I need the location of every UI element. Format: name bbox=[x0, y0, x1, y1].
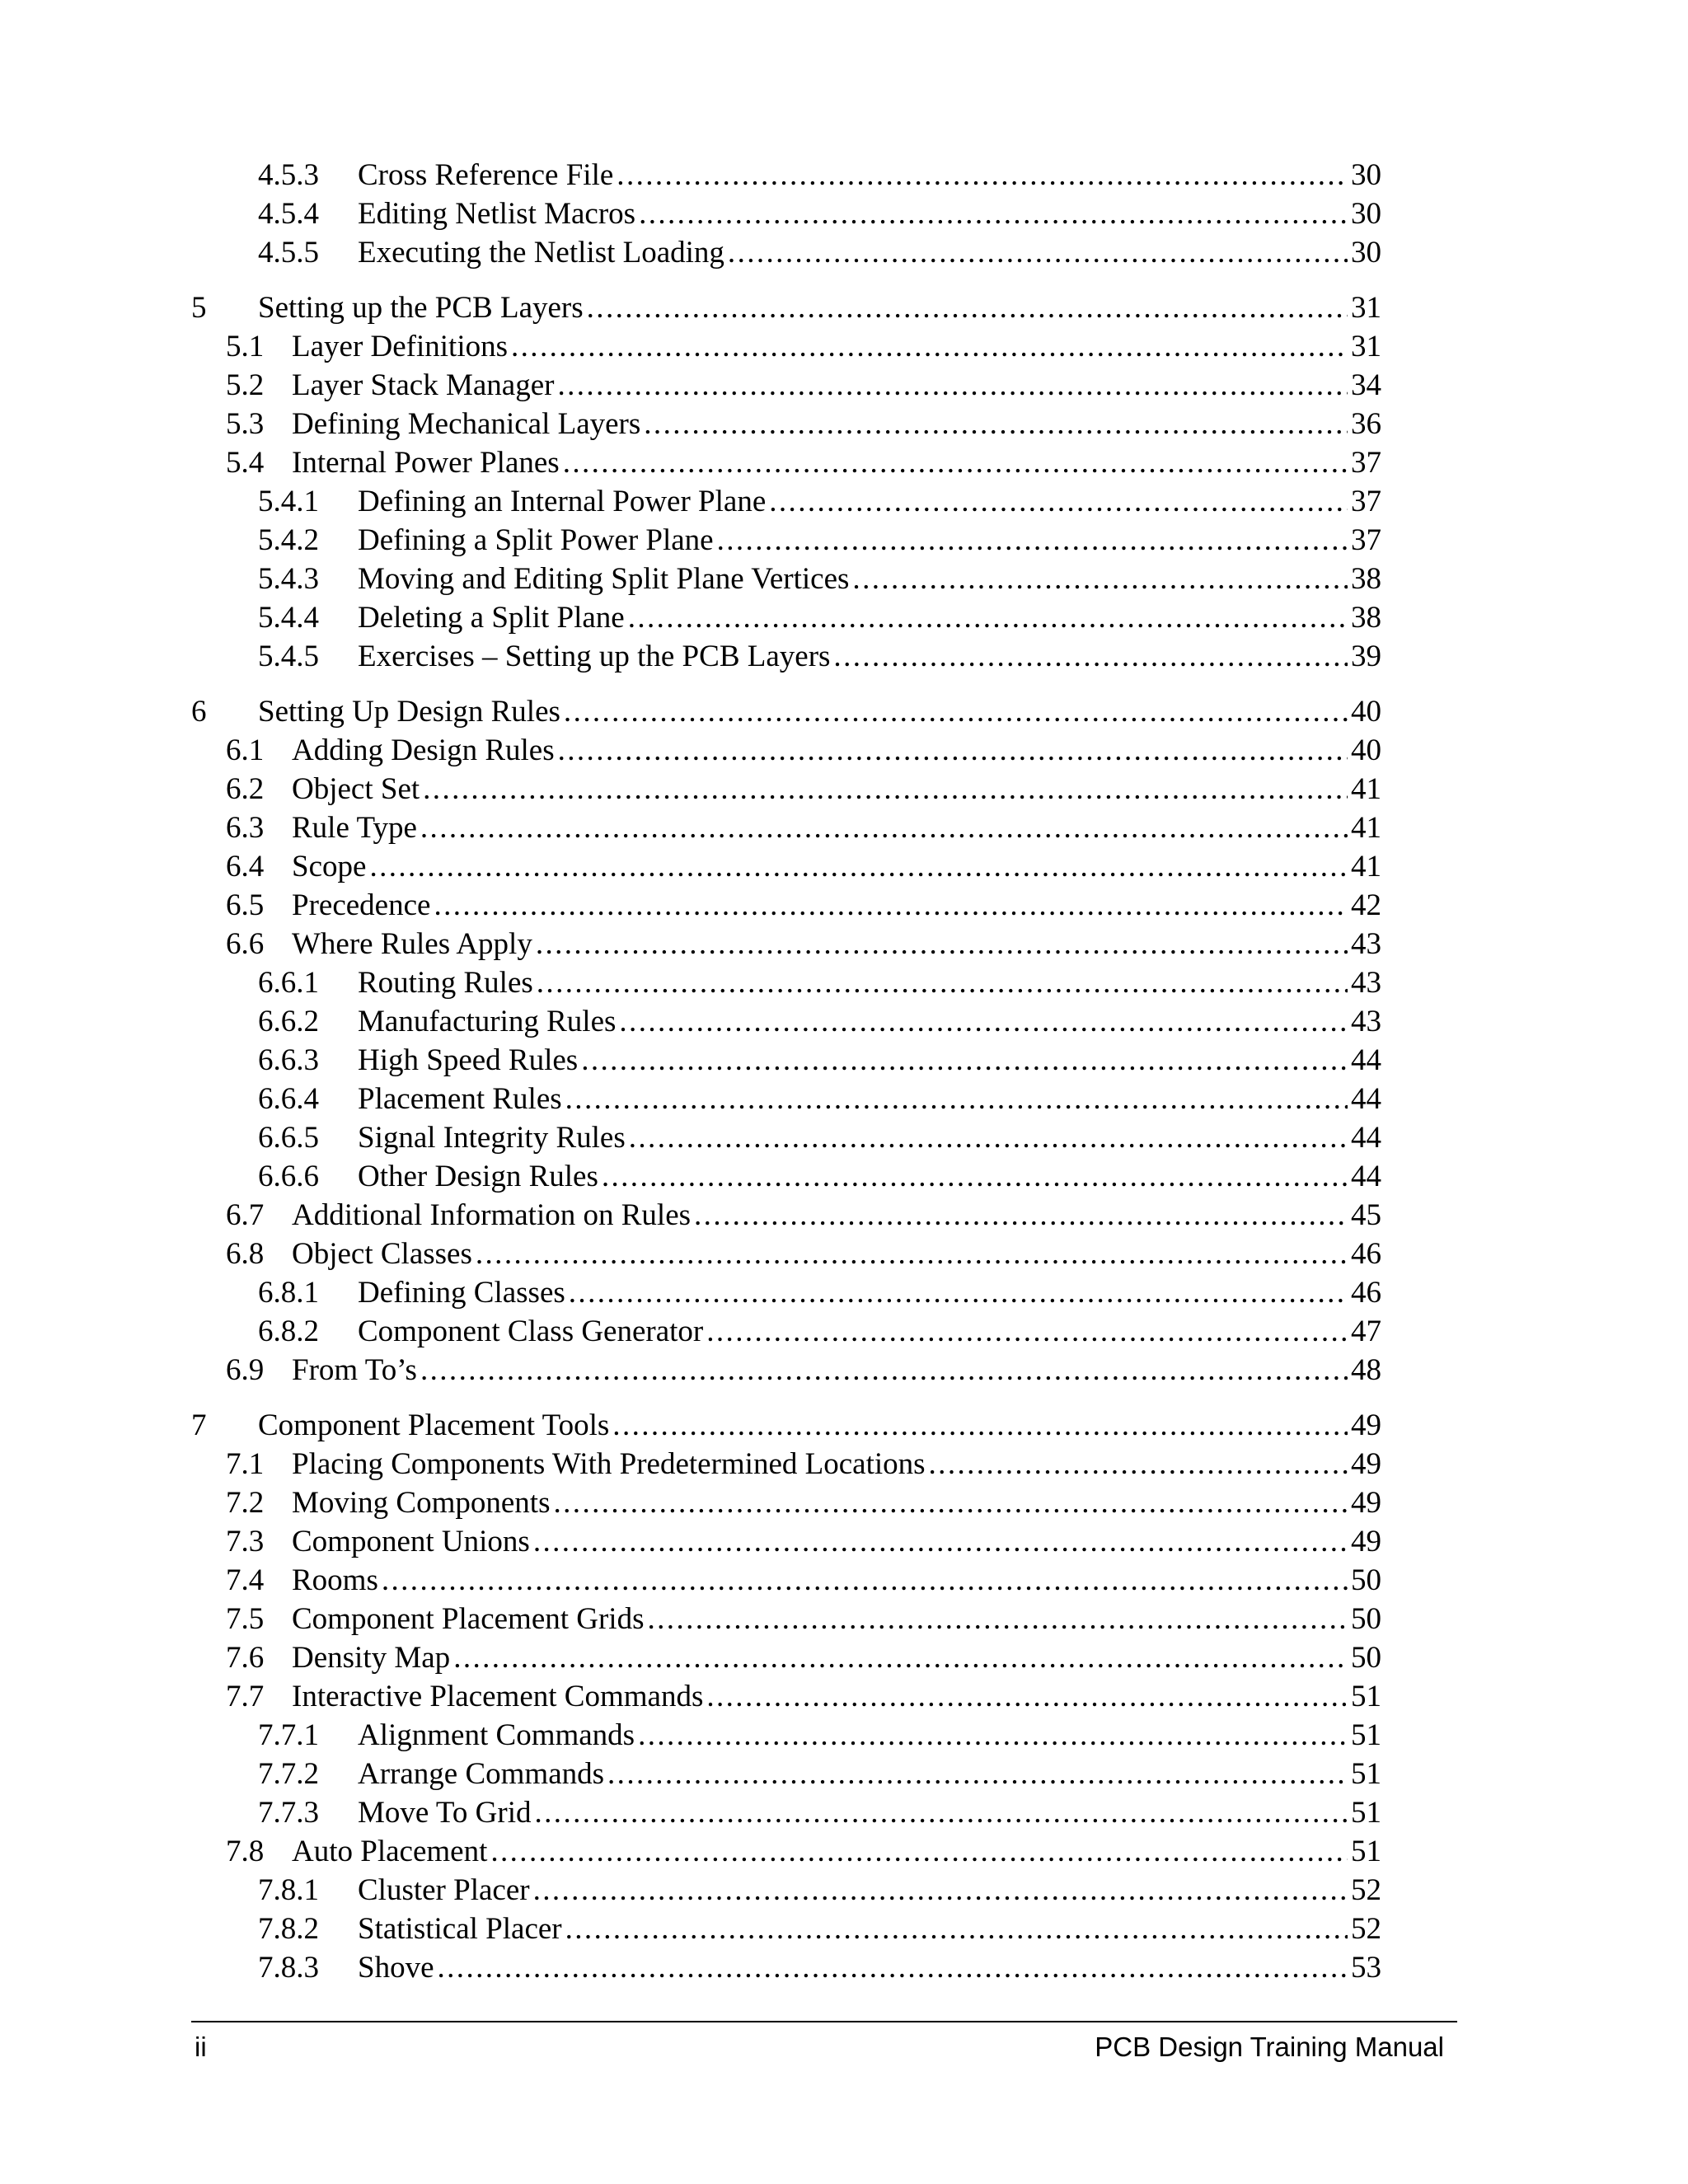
toc-entry-page: 49 bbox=[1351, 1486, 1381, 1520]
toc-entry-number: 7.8.3 bbox=[258, 1951, 319, 1985]
toc-entry-number: 5.4.2 bbox=[258, 523, 319, 557]
toc-section-entry bbox=[226, 326, 1381, 368]
toc-dot-leader bbox=[717, 520, 1348, 561]
toc-dot-leader bbox=[565, 1909, 1348, 1950]
toc-section-entry bbox=[226, 769, 1381, 810]
toc-entry-title: Component Placement Grids bbox=[292, 1602, 645, 1636]
toc-entry-number: 6 bbox=[191, 695, 207, 729]
toc-subsection-entry bbox=[258, 1001, 1381, 1043]
toc-entry-number: 6.5 bbox=[226, 888, 265, 922]
toc-entry-title: Object Classes bbox=[292, 1237, 472, 1271]
toc-entry-page: 51 bbox=[1351, 1796, 1381, 1830]
toc-entry-title: Setting Up Design Rules bbox=[258, 695, 560, 729]
toc-entry-title: Defining an Internal Power Plane bbox=[358, 485, 767, 518]
toc-entry-page: 51 bbox=[1351, 1680, 1381, 1713]
toc-subsection-entry bbox=[258, 1311, 1381, 1352]
toc-entry-number: 7.5 bbox=[226, 1602, 265, 1636]
toc-entry-page: 41 bbox=[1351, 850, 1381, 883]
toc-section-entry bbox=[226, 1599, 1381, 1640]
toc-entry-title: Defining Mechanical Layers bbox=[292, 407, 641, 441]
toc-entry-title: Where Rules Apply bbox=[292, 927, 532, 961]
toc-subsection-entry bbox=[258, 1947, 1381, 1989]
toc-entry-number: 7.8 bbox=[226, 1835, 265, 1868]
toc-entry-number: 6.8.2 bbox=[258, 1315, 319, 1348]
toc-subsection-entry bbox=[258, 1040, 1381, 1081]
toc-dot-leader bbox=[420, 1350, 1348, 1391]
toc-entry-page: 30 bbox=[1351, 236, 1381, 269]
toc-entry-title: Shove bbox=[358, 1951, 434, 1985]
toc-entry-title: Exercises – Setting up the PCB Layers bbox=[358, 640, 831, 673]
toc-dot-leader bbox=[706, 1311, 1348, 1352]
toc-entry-page: 49 bbox=[1351, 1525, 1381, 1558]
toc-entry-number: 7.8.1 bbox=[258, 1873, 319, 1907]
toc-entry-page: 45 bbox=[1351, 1198, 1381, 1232]
toc-dot-leader bbox=[536, 924, 1348, 965]
toc-section-entry bbox=[226, 1638, 1381, 1679]
toc-entry-title: Editing Netlist Macros bbox=[358, 197, 636, 231]
toc-entry-number: 7 bbox=[191, 1408, 207, 1442]
toc-entry-title: Density Map bbox=[292, 1641, 451, 1675]
toc-dot-leader bbox=[533, 1521, 1348, 1563]
toc-entry-number: 6.6.5 bbox=[258, 1121, 319, 1155]
toc-subsection-entry bbox=[258, 559, 1381, 600]
toc-entry-number: 7.8.2 bbox=[258, 1912, 319, 1946]
toc-chapter-entry bbox=[191, 1405, 1381, 1446]
toc-dot-leader bbox=[558, 730, 1348, 771]
toc-subsection-entry bbox=[258, 1793, 1381, 1834]
toc-entry-page: 31 bbox=[1351, 330, 1381, 363]
toc-section-entry bbox=[226, 885, 1381, 926]
toc-entry-page: 43 bbox=[1351, 927, 1381, 961]
toc-entry-page: 38 bbox=[1351, 562, 1381, 596]
toc-entry-title: Object Set bbox=[292, 772, 420, 806]
toc-entry-page: 50 bbox=[1351, 1602, 1381, 1636]
toc-entry-number: 7.7.2 bbox=[258, 1757, 319, 1791]
toc-entry-title: Precedence bbox=[292, 888, 431, 922]
toc-entry-title: Interactive Placement Commands bbox=[292, 1680, 704, 1713]
toc-entry-page: 42 bbox=[1351, 888, 1381, 922]
toc-dot-leader bbox=[694, 1195, 1348, 1236]
toc-dot-leader bbox=[929, 1444, 1348, 1485]
toc-subsection-entry bbox=[258, 1909, 1381, 1950]
toc-entry-page: 38 bbox=[1351, 601, 1381, 635]
toc-entry-page: 51 bbox=[1351, 1718, 1381, 1752]
toc-subsection-entry bbox=[258, 1870, 1381, 1911]
toc-entry-number: 5.4.1 bbox=[258, 485, 319, 518]
toc-dot-leader bbox=[554, 1483, 1348, 1524]
toc-entry-title: Defining a Split Power Plane bbox=[358, 523, 714, 557]
toc-dot-leader bbox=[833, 636, 1348, 677]
toc-entry-page: 50 bbox=[1351, 1563, 1381, 1597]
toc-dot-leader bbox=[476, 1234, 1348, 1275]
toc-entry-page: 31 bbox=[1351, 291, 1381, 325]
toc-subsection-entry bbox=[258, 520, 1381, 561]
toc-entry-page: 34 bbox=[1351, 368, 1381, 402]
toc-dot-leader bbox=[619, 1001, 1348, 1043]
toc-entry-title: Move To Grid bbox=[358, 1796, 532, 1830]
toc-entry-number: 7.3 bbox=[226, 1525, 265, 1558]
toc-entry-page: 44 bbox=[1351, 1160, 1381, 1193]
toc-dot-leader bbox=[569, 1272, 1348, 1314]
toc-entry-page: 41 bbox=[1351, 811, 1381, 845]
toc-dot-leader bbox=[535, 1793, 1348, 1834]
toc-section-entry bbox=[226, 1444, 1381, 1485]
toc-entry-number: 6.1 bbox=[226, 733, 265, 767]
toc-entry-number: 7.4 bbox=[226, 1563, 265, 1597]
toc-entry-number: 7.1 bbox=[226, 1447, 265, 1481]
toc-entry-title: Scope bbox=[292, 850, 367, 883]
toc-entry-page: 37 bbox=[1351, 446, 1381, 480]
toc-entry-title: Rooms bbox=[292, 1563, 378, 1597]
toc-dot-leader bbox=[564, 691, 1348, 733]
toc-entry-number: 7.2 bbox=[226, 1486, 265, 1520]
toc-entry-number: 6.7 bbox=[226, 1198, 265, 1232]
toc-dot-leader bbox=[587, 288, 1348, 329]
toc-section-entry bbox=[226, 1521, 1381, 1563]
toc-entry-title: Cross Reference File bbox=[358, 158, 614, 192]
toc-dot-leader bbox=[438, 1947, 1348, 1989]
toc-entry-title: Placing Components With Predetermined Locations bbox=[292, 1447, 926, 1481]
toc-subsection-entry bbox=[258, 598, 1381, 639]
toc-entry-title: Other Design Rules bbox=[358, 1160, 598, 1193]
toc-dot-leader bbox=[629, 1118, 1348, 1159]
toc-dot-leader bbox=[581, 1040, 1348, 1081]
toc-subsection-entry bbox=[258, 1754, 1381, 1795]
toc-entry-page: 36 bbox=[1351, 407, 1381, 441]
toc-subsection-entry bbox=[258, 194, 1381, 235]
toc-entry-number: 5.4 bbox=[226, 446, 265, 480]
toc-section-entry bbox=[226, 924, 1381, 965]
toc-section-entry bbox=[226, 404, 1381, 445]
toc-dot-leader bbox=[617, 155, 1348, 196]
toc-entry-page: 41 bbox=[1351, 772, 1381, 806]
toc-entry-page: 49 bbox=[1351, 1408, 1381, 1442]
toc-dot-leader bbox=[490, 1831, 1348, 1872]
toc-subsection-entry bbox=[258, 1715, 1381, 1756]
toc-dot-leader bbox=[537, 963, 1348, 1004]
toc-entry-title: Component Placement Tools bbox=[258, 1408, 610, 1442]
toc-chapter-entry bbox=[191, 288, 1381, 329]
toc-entry-number: 6.8 bbox=[226, 1237, 265, 1271]
toc-dot-leader bbox=[557, 365, 1348, 406]
toc-subsection-entry bbox=[258, 1156, 1381, 1197]
toc-subsection-entry bbox=[258, 636, 1381, 677]
toc-subsection-entry bbox=[258, 481, 1381, 523]
toc-entry-page: 44 bbox=[1351, 1082, 1381, 1116]
toc-entry-number: 5.4.5 bbox=[258, 640, 319, 673]
toc-dot-leader bbox=[511, 326, 1348, 368]
toc-entry-number: 5.2 bbox=[226, 368, 265, 402]
toc-dot-leader bbox=[644, 404, 1348, 445]
toc-subsection-entry bbox=[258, 963, 1381, 1004]
toc-dot-leader bbox=[648, 1599, 1348, 1640]
toc-entry-number: 6.3 bbox=[226, 811, 265, 845]
toc-entry-title: Moving and Editing Split Plane Vertices bbox=[358, 562, 850, 596]
toc-dot-leader bbox=[565, 1079, 1348, 1120]
toc-entry-number: 6.6.2 bbox=[258, 1005, 319, 1038]
toc-dot-leader bbox=[602, 1156, 1348, 1197]
toc-entry-number: 7.6 bbox=[226, 1641, 265, 1675]
toc-entry-title: Adding Design Rules bbox=[292, 733, 555, 767]
toc-entry-number: 5.4.4 bbox=[258, 601, 319, 635]
toc-entry-number: 6.6 bbox=[226, 927, 265, 961]
toc-dot-leader bbox=[382, 1560, 1348, 1601]
toc-dot-leader bbox=[639, 194, 1348, 235]
toc-dot-leader bbox=[607, 1754, 1348, 1795]
toc-dot-leader bbox=[369, 846, 1348, 888]
toc-section-entry bbox=[226, 1831, 1381, 1872]
toc-entry-title: Manufacturing Rules bbox=[358, 1005, 617, 1038]
toc-entry-number: 6.9 bbox=[226, 1353, 265, 1387]
toc-entry-number: 5 bbox=[191, 291, 207, 325]
toc-entry-title: Cluster Placer bbox=[358, 1873, 530, 1907]
toc-entry-page: 37 bbox=[1351, 485, 1381, 518]
toc-entry-title: Rule Type bbox=[292, 811, 417, 845]
toc-entry-title: High Speed Rules bbox=[358, 1043, 579, 1077]
toc-entry-title: Additional Information on Rules bbox=[292, 1198, 692, 1232]
toc-section-entry bbox=[226, 808, 1381, 849]
toc-entry-title: Component Class Generator bbox=[358, 1315, 704, 1348]
toc-section-entry bbox=[226, 1560, 1381, 1601]
toc-dot-leader bbox=[420, 808, 1348, 849]
toc-entry-page: 43 bbox=[1351, 966, 1381, 1000]
toc-entry-number: 4.5.5 bbox=[258, 236, 319, 269]
toc-entry-title: From To’s bbox=[292, 1353, 417, 1387]
toc-entry-number: 6.6.3 bbox=[258, 1043, 319, 1077]
toc-section-entry bbox=[226, 730, 1381, 771]
toc-entry-title: Layer Stack Manager bbox=[292, 368, 555, 402]
toc-entry-number: 6.6.4 bbox=[258, 1082, 319, 1116]
toc-entry-page: 40 bbox=[1351, 733, 1381, 767]
toc-dot-leader bbox=[563, 443, 1348, 484]
toc-entry-page: 44 bbox=[1351, 1121, 1381, 1155]
toc-entry-title: Statistical Placer bbox=[358, 1912, 562, 1946]
toc-chapter-entry bbox=[191, 691, 1381, 733]
toc-dot-leader bbox=[533, 1870, 1348, 1911]
toc-entry-page: 39 bbox=[1351, 640, 1381, 673]
toc-dot-leader bbox=[434, 885, 1348, 926]
toc-entry-number: 5.4.3 bbox=[258, 562, 319, 596]
toc-entry-number: 7.7.1 bbox=[258, 1718, 319, 1752]
toc-entry-title: Arrange Commands bbox=[358, 1757, 605, 1791]
toc-entry-title: Setting up the PCB Layers bbox=[258, 291, 584, 325]
toc-entry-page: 51 bbox=[1351, 1835, 1381, 1868]
toc-dot-leader bbox=[628, 598, 1348, 639]
toc-entry-page: 46 bbox=[1351, 1276, 1381, 1310]
toc-subsection-entry bbox=[258, 1118, 1381, 1159]
toc-dot-leader bbox=[728, 232, 1348, 274]
toc-entry-title: Signal Integrity Rules bbox=[358, 1121, 626, 1155]
footer-page-number: ii bbox=[195, 2032, 207, 2062]
toc-entry-number: 6.4 bbox=[226, 850, 265, 883]
toc-entry-title: Internal Power Planes bbox=[292, 446, 560, 480]
toc-dot-leader bbox=[638, 1715, 1348, 1756]
toc-entry-number: 5.1 bbox=[226, 330, 265, 363]
toc-entry-number: 6.8.1 bbox=[258, 1276, 319, 1310]
footer-divider bbox=[191, 2021, 1457, 2022]
toc-entry-number: 6.2 bbox=[226, 772, 265, 806]
toc-subsection-entry bbox=[258, 1272, 1381, 1314]
toc-subsection-entry bbox=[258, 232, 1381, 274]
toc-section-entry bbox=[226, 846, 1381, 888]
toc-subsection-entry bbox=[258, 1079, 1381, 1120]
toc-entry-number: 5.3 bbox=[226, 407, 265, 441]
toc-dot-leader bbox=[612, 1405, 1348, 1446]
toc-entry-title: Routing Rules bbox=[358, 966, 533, 1000]
toc-entry-number: 7.7.3 bbox=[258, 1796, 319, 1830]
toc-entry-page: 40 bbox=[1351, 695, 1381, 729]
toc-entry-title: Component Unions bbox=[292, 1525, 530, 1558]
toc-entry-number: 7.7 bbox=[226, 1680, 265, 1713]
toc-section-entry bbox=[226, 1676, 1381, 1718]
toc-entry-title: Auto Placement bbox=[292, 1835, 488, 1868]
toc-entry-number: 6.6.1 bbox=[258, 966, 319, 1000]
toc-entry-page: 46 bbox=[1351, 1237, 1381, 1271]
toc-entry-page: 44 bbox=[1351, 1043, 1381, 1077]
toc-section-entry bbox=[226, 443, 1381, 484]
toc-entry-page: 37 bbox=[1351, 523, 1381, 557]
toc-entry-page: 48 bbox=[1351, 1353, 1381, 1387]
toc-entry-number: 6.6.6 bbox=[258, 1160, 319, 1193]
toc-entry-page: 53 bbox=[1351, 1951, 1381, 1985]
toc-section-entry bbox=[226, 1483, 1381, 1524]
toc-entry-page: 50 bbox=[1351, 1641, 1381, 1675]
toc-subsection-entry bbox=[258, 155, 1381, 196]
toc-entry-page: 51 bbox=[1351, 1757, 1381, 1791]
toc-entry-page: 43 bbox=[1351, 1005, 1381, 1038]
toc-section-entry bbox=[226, 365, 1381, 406]
toc-entry-page: 47 bbox=[1351, 1315, 1381, 1348]
footer-document-title: PCB Design Training Manual bbox=[1095, 2032, 1444, 2062]
toc-dot-leader bbox=[769, 481, 1348, 523]
toc-section-entry bbox=[226, 1234, 1381, 1275]
toc-dot-leader bbox=[852, 559, 1348, 600]
toc-entry-title: Executing the Netlist Loading bbox=[358, 236, 724, 269]
toc-entry-page: 52 bbox=[1351, 1873, 1381, 1907]
toc-section-entry bbox=[226, 1195, 1381, 1236]
toc-entry-page: 49 bbox=[1351, 1447, 1381, 1481]
toc-dot-leader bbox=[706, 1676, 1348, 1718]
toc-entry-number: 4.5.4 bbox=[258, 197, 319, 231]
toc-entry-title: Moving Components bbox=[292, 1486, 551, 1520]
toc-dot-leader bbox=[423, 769, 1348, 810]
toc-entry-title: Layer Definitions bbox=[292, 330, 508, 363]
toc-entry-title: Deleting a Split Plane bbox=[358, 601, 625, 635]
toc-entry-title: Defining Classes bbox=[358, 1276, 565, 1310]
toc-entry-page: 52 bbox=[1351, 1912, 1381, 1946]
toc-dot-leader bbox=[453, 1638, 1348, 1679]
toc-section-entry bbox=[226, 1350, 1381, 1391]
toc-entry-title: Alignment Commands bbox=[358, 1718, 635, 1752]
toc-entry-number: 4.5.3 bbox=[258, 158, 319, 192]
toc-entry-page: 30 bbox=[1351, 158, 1381, 192]
toc-entry-title: Placement Rules bbox=[358, 1082, 562, 1116]
toc-entry-page: 30 bbox=[1351, 197, 1381, 231]
